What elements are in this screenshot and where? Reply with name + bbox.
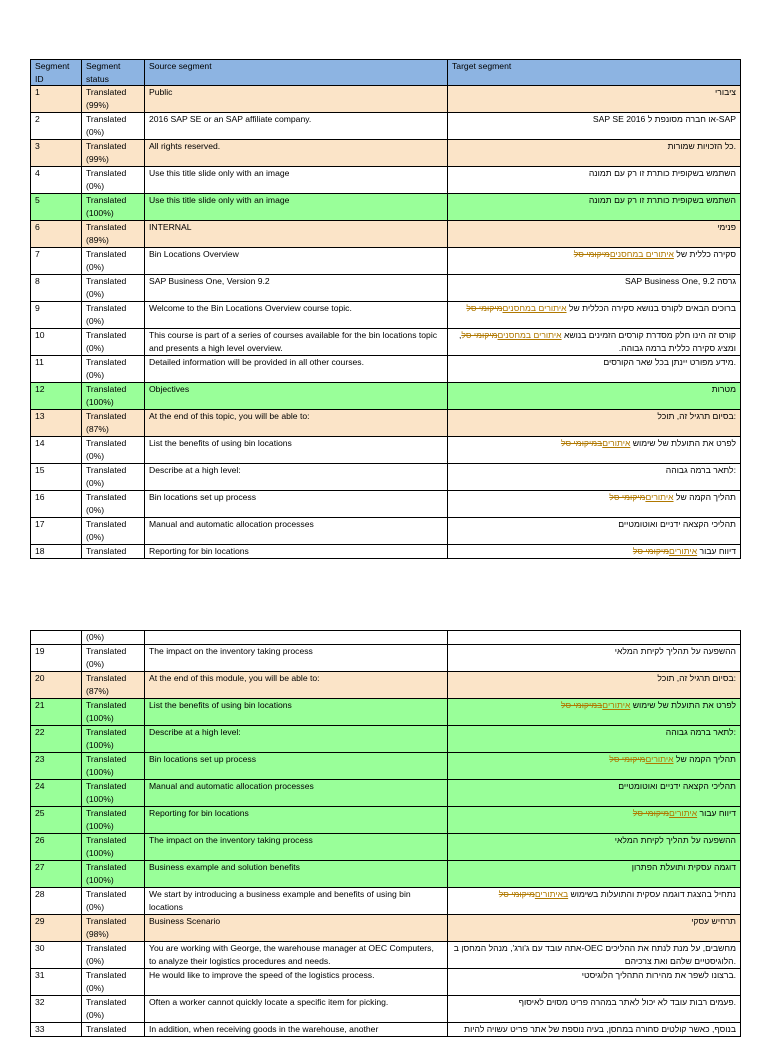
segment-status: Translated (82, 545, 145, 559)
tracked-insertion: איתורים במחסנים (502, 303, 567, 313)
segments-table-2 (30, 630, 741, 1037)
tracked-deletion: במיקומי סל (560, 438, 603, 448)
table-row[interactable] (31, 491, 741, 518)
source-segment: Public (145, 86, 448, 113)
table-row[interactable] (31, 248, 741, 275)
segment-status: Translated (100%) (82, 780, 145, 807)
target-segment: ציבורי (448, 86, 741, 113)
table-row[interactable] (31, 780, 741, 807)
table-row[interactable] (31, 1023, 741, 1037)
segment-id: 18 (31, 545, 82, 559)
segment-id: 12 (31, 383, 82, 410)
target-segment: אתה עובד עם ג'ורג', מנהל המחסן ב-OEC מחשבים, על מנת לנתח את ההליכים הלוגיסטיים שלהם ואת צרכיהם. (448, 942, 741, 969)
segment-id: 20 (31, 672, 82, 699)
source-segment: Describe at a high level: (145, 464, 448, 491)
target-segment (448, 329, 741, 356)
target-segment (448, 437, 741, 464)
target-text: נתחיל בהצגת דוגמה עסקית והתועלות בשימוש (568, 889, 736, 899)
segment-id: 15 (31, 464, 82, 491)
table-row[interactable] (31, 915, 741, 942)
source-segment: Objectives (145, 383, 448, 410)
tracked-insertion: איתורים (669, 546, 698, 556)
target-text: ברוכים הבאים לקורס בנושא סקירה הכללית של (566, 303, 736, 313)
source-segment: Manual and automatic allocation processes (145, 780, 448, 807)
segment-status: Translated (98%) (82, 915, 145, 942)
table-row-continued (31, 631, 741, 645)
segment-id: 2 (31, 113, 82, 140)
target-segment: דוגמה עסקית ותועלת הפתרון (448, 861, 741, 888)
table-row[interactable] (31, 410, 741, 437)
target-segment (448, 545, 741, 559)
table-row[interactable] (31, 437, 741, 464)
segment-id: 6 (31, 221, 82, 248)
table-row[interactable] (31, 726, 741, 753)
table-row[interactable] (31, 888, 741, 915)
target-segment: תהליכי הקצאה ידניים ואוטומטיים (448, 518, 741, 545)
segment-status: Translated (0%) (82, 491, 145, 518)
segment-status: Translated (99%) (82, 86, 145, 113)
target-segment: SAP Business One, גרסה 9.2 (448, 275, 741, 302)
segment-id: 13 (31, 410, 82, 437)
tracked-insertion: איתורים (645, 492, 674, 502)
source-segment: Welcome to the Bin Locations Overview course topic. (145, 302, 448, 329)
table-row[interactable] (31, 942, 741, 969)
table-row[interactable] (31, 834, 741, 861)
table-row[interactable] (31, 113, 741, 140)
segment-id: 32 (31, 996, 82, 1023)
source-segment: INTERNAL (145, 221, 448, 248)
target-segment: השתמש בשקופית כותרת זו רק עם תמונה (448, 167, 741, 194)
segment-id: 4 (31, 167, 82, 194)
target-text: לפרט את התועלת של שימוש (630, 700, 736, 710)
source-segment: This course is part of a series of courses available for the bin locations topic and presents a high level overview. (145, 329, 448, 356)
segment-id: 23 (31, 753, 82, 780)
segment-status: Translated (99%) (82, 140, 145, 167)
source-segment: Bin Locations Overview (145, 248, 448, 275)
segment-id: 21 (31, 699, 82, 726)
source-segment: Manual and automatic allocation processes (145, 518, 448, 545)
source-segment: Describe at a high level: (145, 726, 448, 753)
segment-status: Translated (0%) (82, 645, 145, 672)
segment-status: Translated (0%) (82, 437, 145, 464)
target-segment: השתמש בשקופית כותרת זו רק עם תמונה (448, 194, 741, 221)
target-segment: כל הזכויות שמורות. (448, 140, 741, 167)
segment-id: 24 (31, 780, 82, 807)
table-row[interactable] (31, 969, 741, 996)
segment-id: 27 (31, 861, 82, 888)
source-segment: Often a worker cannot quickly locate a specific item for picking. (145, 996, 448, 1023)
segment-status: Translated (100%) (82, 699, 145, 726)
target-segment: ברצונו לשפר את מהירות התהליך הלוגיסטי. (448, 969, 741, 996)
tracked-deletion: מיקומי סל (609, 492, 646, 502)
target-segment: לתאר ברמה גבוהה: (448, 464, 741, 491)
segment-id: 8 (31, 275, 82, 302)
source-segment: Reporting for bin locations (145, 807, 448, 834)
segment-status: Translated (100%) (82, 726, 145, 753)
segment-status: Translated (0%) (82, 888, 145, 915)
header-target-segment: Target segment (448, 60, 741, 86)
segment-status: Translated (100%) (82, 807, 145, 834)
segment-id: 25 (31, 807, 82, 834)
source-segment: List the benefits of using bin locations (145, 699, 448, 726)
segment-id: 26 (31, 834, 82, 861)
source-segment: You are working with George, the warehouse manager at OEC Computers, to analyze their logistics procedures and needs. (145, 942, 448, 969)
table-row[interactable] (31, 221, 741, 248)
tracked-deletion: מיקומי סל (632, 546, 670, 556)
segment-status: Translated (0%) (82, 518, 145, 545)
segment-id: 22 (31, 726, 82, 753)
target-segment: ההשפעה על תהליך לקיחת המלאי (448, 645, 741, 672)
source-segment: Use this title slide only with an image (145, 167, 448, 194)
table-row[interactable] (31, 672, 741, 699)
tracked-deletion: מיקומי סל (609, 754, 646, 764)
segment-id: 17 (31, 518, 82, 545)
segments-table-1 (30, 59, 741, 559)
source-segment: At the end of this module, you will be able to: (145, 672, 448, 699)
tracked-deletion: מיקומי סל (498, 889, 535, 899)
source-segment: The impact on the inventory taking process (145, 645, 448, 672)
target-segment: בנוסף, כאשר קולטים סחורה במחסן, בעיה נוספת של אתר פריט עשויה להיות (448, 1023, 741, 1037)
table-row[interactable] (31, 383, 741, 410)
table-row[interactable] (31, 140, 741, 167)
tracked-insertion: איתורים במחסנים (609, 249, 674, 259)
table-row[interactable] (31, 645, 741, 672)
segment-status: Translated (87%) (82, 672, 145, 699)
segment-status: Translated (0%) (82, 302, 145, 329)
segment-id: 14 (31, 437, 82, 464)
target-segment (448, 491, 741, 518)
target-text: דיווח עבור (697, 808, 736, 818)
source-segment: Business example and solution benefits (145, 861, 448, 888)
table-row[interactable] (31, 807, 741, 834)
segment-status: Translated (0%) (82, 275, 145, 302)
target-segment: פנימי (448, 221, 741, 248)
tracked-deletion: מיקומי סל (461, 330, 498, 340)
segment-status: Translated (0%) (82, 167, 145, 194)
source-segment: We start by introducing a business example and benefits of using bin locations (145, 888, 448, 915)
tracked-deletion: מיקומי סל (632, 808, 670, 818)
table-row[interactable] (31, 302, 741, 329)
tracked-insertion: באיתורים (534, 889, 569, 899)
tracked-deletion: מיקומי סל (573, 249, 610, 259)
target-segment (448, 807, 741, 834)
target-text: סקירה כללית של (673, 249, 736, 259)
segment-status: Translated (89%) (82, 221, 145, 248)
segment-id: 19 (31, 645, 82, 672)
segment-id: 16 (31, 491, 82, 518)
tracked-insertion: איתורים (602, 700, 631, 710)
segment-status: Translated (100%) (82, 861, 145, 888)
continued-status: (0%) (82, 631, 145, 645)
segment-id: 30 (31, 942, 82, 969)
table-row[interactable] (31, 167, 741, 194)
segment-status: Translated (82, 1023, 145, 1037)
segment-id: 10 (31, 329, 82, 356)
target-segment: בסיום תרגיל זה, תוכל: (448, 672, 741, 699)
source-segment: In addition, when receiving goods in the warehouse, another (145, 1023, 448, 1037)
table-row[interactable] (31, 275, 741, 302)
table-row[interactable] (31, 699, 741, 726)
table-row[interactable] (31, 545, 741, 559)
target-segment: תרחיש עסקי (448, 915, 741, 942)
segment-status: Translated (0%) (82, 329, 145, 356)
tracked-deletion: במיקומי סל (560, 700, 603, 710)
source-segment: The impact on the inventory taking process (145, 834, 448, 861)
tracked-insertion: איתורים במחסנים (497, 330, 562, 340)
target-segment: לתאר ברמה גבוהה: (448, 726, 741, 753)
source-segment: Reporting for bin locations (145, 545, 448, 559)
tracked-insertion: איתורים (602, 438, 631, 448)
target-segment: פעמים רבות עובד לא יכול לאתר במהרה פריט מסוים לאיסוף. (448, 996, 741, 1023)
table-row[interactable] (31, 996, 741, 1023)
segment-status: Translated (0%) (82, 969, 145, 996)
source-segment: Use this title slide only with an image (145, 194, 448, 221)
source-segment: Bin locations set up process (145, 753, 448, 780)
segment-status: Translated (0%) (82, 248, 145, 275)
source-segment: SAP Business One, Version 9.2 (145, 275, 448, 302)
table-row[interactable] (31, 861, 741, 888)
segment-status: Translated (0%) (82, 356, 145, 383)
target-text: לפרט את התועלת של שימוש (630, 438, 736, 448)
target-segment (448, 753, 741, 780)
segment-status: Translated (0%) (82, 942, 145, 969)
segment-status: Translated (100%) (82, 753, 145, 780)
segment-id: 11 (31, 356, 82, 383)
table-row[interactable] (31, 329, 741, 356)
header-segment-id: Segment ID (31, 60, 82, 86)
target-segment (448, 302, 741, 329)
table-row[interactable] (31, 753, 741, 780)
table-row[interactable] (31, 356, 741, 383)
table-row[interactable] (31, 464, 741, 491)
segment-id: 31 (31, 969, 82, 996)
segment-status: Translated (100%) (82, 194, 145, 221)
segment-status: Translated (87%) (82, 410, 145, 437)
segment-status: Translated (0%) (82, 464, 145, 491)
target-text: דיווח עבור (697, 546, 736, 556)
segment-status: Translated (0%) (82, 996, 145, 1023)
source-segment: List the benefits of using bin locations (145, 437, 448, 464)
target-text: תהליך הקמה של (673, 754, 736, 764)
segment-status: Translated (0%) (82, 113, 145, 140)
segment-id: 9 (31, 302, 82, 329)
target-segment: בסיום תרגיל זה, תוכל: (448, 410, 741, 437)
target-segment (448, 888, 741, 915)
source-segment: At the end of this topic, you will be able to: (145, 410, 448, 437)
table-row[interactable] (31, 518, 741, 545)
target-text-suffix: , ומציג סקירה כללית ברמה גבוהה. (458, 330, 736, 353)
source-segment: Detailed information will be provided in all other courses. (145, 356, 448, 383)
target-segment: ההשפעה על תהליך לקיחת המלאי (448, 834, 741, 861)
target-text: תהליך הקמה של (673, 492, 736, 502)
source-segment: 2016 SAP SE or an SAP affiliate company. (145, 113, 448, 140)
table-row[interactable] (31, 194, 741, 221)
segment-id: 28 (31, 888, 82, 915)
tracked-deletion: מיקומי סל (466, 303, 503, 313)
target-segment: תהליכי הקצאה ידניים ואוטומטיים (448, 780, 741, 807)
target-segment: מידע מפורט יינתן בכל שאר הקורסים. (448, 356, 741, 383)
header-segment-status: Segment status (82, 60, 145, 86)
target-text: קורס זה הינו חלק מסדרת קורסים הזמינים בנושא (561, 330, 736, 340)
target-segment: מטרות (448, 383, 741, 410)
segment-id: 5 (31, 194, 82, 221)
source-segment: He would like to improve the speed of the logistics process. (145, 969, 448, 996)
tracked-insertion: איתורים (645, 754, 674, 764)
header-source-segment: Source segment (145, 60, 448, 86)
tracked-insertion: איתורים (669, 808, 698, 818)
table-row[interactable] (31, 86, 741, 113)
target-segment (448, 248, 741, 275)
segment-status: Translated (100%) (82, 834, 145, 861)
segment-id: 29 (31, 915, 82, 942)
source-segment: Bin locations set up process (145, 491, 448, 518)
segment-id: 33 (31, 1023, 82, 1037)
source-segment: All rights reserved. (145, 140, 448, 167)
segment-id: 1 (31, 86, 82, 113)
target-segment (448, 699, 741, 726)
segment-id: 7 (31, 248, 82, 275)
segment-id: 3 (31, 140, 82, 167)
source-segment: Business Scenario (145, 915, 448, 942)
target-segment: SAP SE 2016 או חברה מסונפת ל-SAP (448, 113, 741, 140)
segment-status: Translated (100%) (82, 383, 145, 410)
